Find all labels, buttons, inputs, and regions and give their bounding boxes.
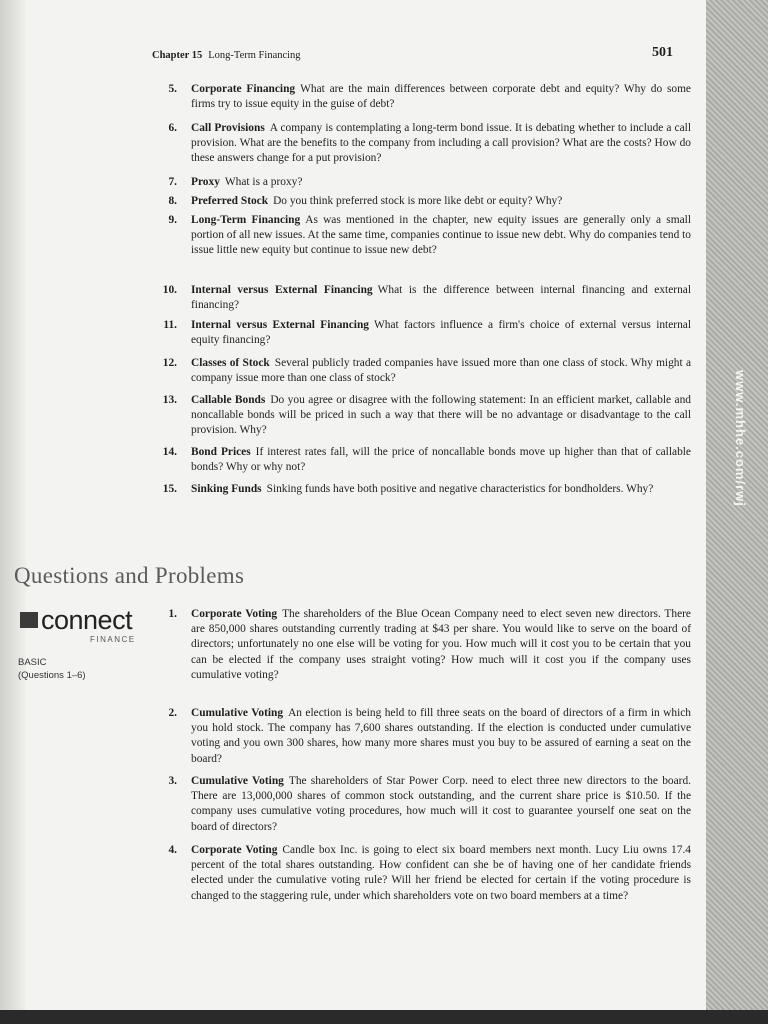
question-text: Several publicly traded companies have issued more than one class of stock. Why might a company issue more than one class of stock? bbox=[191, 357, 691, 385]
problem-number: 4. bbox=[168, 844, 177, 856]
question-item bbox=[163, 318, 691, 348]
question-title: Call Provisions bbox=[191, 122, 265, 134]
question-number: 13. bbox=[162, 394, 177, 406]
question-item bbox=[168, 82, 691, 112]
difficulty-label bbox=[18, 656, 86, 682]
question-item bbox=[168, 213, 691, 259]
question-item bbox=[162, 356, 691, 386]
question-title: Sinking Funds bbox=[191, 483, 262, 495]
question-title: Bond Prices bbox=[191, 446, 251, 458]
question-text: Do you agree or disagree with the following statement: In an efficient market, callable and noncallable bonds will be priced in such a way that there will be no advantage or disadvantage to the call provision. Why? bbox=[191, 394, 691, 437]
question-number: 14. bbox=[162, 446, 177, 458]
difficulty-range: (Questions 1–6) bbox=[18, 670, 86, 681]
problem-item bbox=[168, 843, 691, 904]
question-number: 5. bbox=[168, 83, 177, 95]
side-url: www.mhhe.com/rwj bbox=[733, 370, 748, 507]
problem-text: The shareholders of Star Power Corp. need to elect three new directors to the board. There are 13,000,000 shares of common stock outstanding, and the current share price is $10.50. If the company uses cumulative voting procedures, how much will it cost to guarantee yourself one seat on the board of directors? bbox=[191, 775, 691, 833]
connect-logo bbox=[20, 606, 132, 634]
scan-edge bbox=[0, 1010, 768, 1024]
question-item bbox=[168, 194, 691, 209]
question-text: If interest rates fall, will the price of noncallable bonds move up higher than that of callable bonds? Why or why not? bbox=[191, 446, 691, 474]
problem-number: 2. bbox=[168, 707, 177, 719]
question-number: 7. bbox=[168, 176, 177, 188]
question-title: Corporate Financing bbox=[191, 83, 296, 95]
question-number: 9. bbox=[168, 214, 177, 226]
question-number: 12. bbox=[162, 357, 177, 369]
side-band bbox=[706, 0, 768, 1010]
problem-number: 3. bbox=[168, 775, 177, 787]
running-head bbox=[152, 50, 301, 61]
question-text: What is the difference between internal financing and external financing? bbox=[191, 284, 691, 312]
connect-subtitle: FINANCE bbox=[90, 635, 136, 644]
problem-item bbox=[168, 607, 691, 683]
problem-item bbox=[168, 774, 691, 835]
question-item bbox=[168, 121, 691, 167]
page-number: 501 bbox=[652, 45, 673, 60]
question-number: 6. bbox=[168, 122, 177, 134]
question-number: 10. bbox=[162, 284, 177, 296]
problem-text: The shareholders of the Blue Ocean Company need to elect seven new directors. There are 850,000 shares outstanding currently trading at $43 per share. You would like to serve on the board of directors; unfortunately no one else will be voting for you. How much will it cost you to be certain that you can be elected if the company uses straight voting? How much will it cost you if the company uses cumulative voting? bbox=[191, 608, 691, 681]
question-number: 11. bbox=[163, 319, 177, 331]
question-item bbox=[162, 445, 691, 475]
question-title: Long-Term Financing bbox=[191, 214, 301, 226]
problem-text: An election is being held to fill three seats on the board of directors of a firm in which you hold stock. The company has 7,600 shares outstanding. If the election is conducted under cumulative voting and you own 300 shares, how many more shares must you buy to be assured of earning a seat on the board? bbox=[191, 707, 691, 765]
question-title: Proxy bbox=[191, 176, 220, 188]
question-title: Classes of Stock bbox=[191, 357, 270, 369]
question-item bbox=[162, 283, 691, 313]
question-title: Preferred Stock bbox=[191, 195, 269, 207]
question-text: What factors influence a firm's choice of external versus internal equity financing? bbox=[191, 319, 691, 347]
question-text: As was mentioned in the chapter, new equity issues are generally only a small portion of all new issues. At the same time, companies continue to issue new debt. Why do companies tend to issue little new equity but continue to issue new debt? bbox=[191, 214, 691, 257]
question-text: What are the main differences between corporate debt and equity? Why do some firms try to issue equity in the guise of debt? bbox=[191, 83, 691, 111]
question-item bbox=[162, 482, 691, 497]
question-text: Sinking funds have both positive and negative characteristics for bondholders. Why? bbox=[266, 483, 654, 495]
problem-title: Cumulative Voting bbox=[191, 775, 284, 787]
question-number: 15. bbox=[162, 483, 177, 495]
connect-logo-icon bbox=[20, 612, 38, 628]
problem-item bbox=[168, 706, 691, 767]
question-number: 8. bbox=[168, 195, 177, 207]
problem-number: 1. bbox=[168, 608, 177, 620]
section-title: Questions and Problems bbox=[14, 563, 245, 588]
question-title: Callable Bonds bbox=[191, 394, 266, 406]
question-text: What is a proxy? bbox=[224, 176, 303, 188]
question-text: Do you think preferred stock is more like debt or equity? Why? bbox=[273, 195, 563, 207]
problem-title: Cumulative Voting bbox=[191, 707, 284, 719]
connect-logo-text: connect bbox=[41, 605, 133, 635]
chapter-label: Chapter 15 bbox=[152, 50, 203, 61]
question-item bbox=[162, 393, 691, 439]
problem-title: Corporate Voting bbox=[191, 844, 278, 856]
problem-title: Corporate Voting bbox=[191, 608, 278, 620]
question-title: Internal versus External Financing bbox=[191, 284, 373, 296]
page-gutter-shadow bbox=[0, 0, 26, 1010]
problem-text: Candle box Inc. is going to elect six board members next month. Lucy Liu owns 17.4 percent of the total shares outstanding. How confident can she be of having one of her candidate friends elected under the cumulative voting rule? Will her friend be elected for certain if the voting procedure is changed to the staggering rule, under which shareholders vote on two board members at a time? bbox=[191, 844, 691, 902]
difficulty-level: BASIC bbox=[18, 657, 47, 668]
question-title: Internal versus External Financing bbox=[191, 319, 370, 331]
question-text: A company is contemplating a long-term bond issue. It is debating whether to include a call provision. What are the benefits to the company from including a call provision? What are the costs? How do these answers change for a put provision? bbox=[191, 122, 691, 165]
chapter-title: Long-Term Financing bbox=[208, 50, 301, 61]
question-item bbox=[168, 175, 691, 190]
